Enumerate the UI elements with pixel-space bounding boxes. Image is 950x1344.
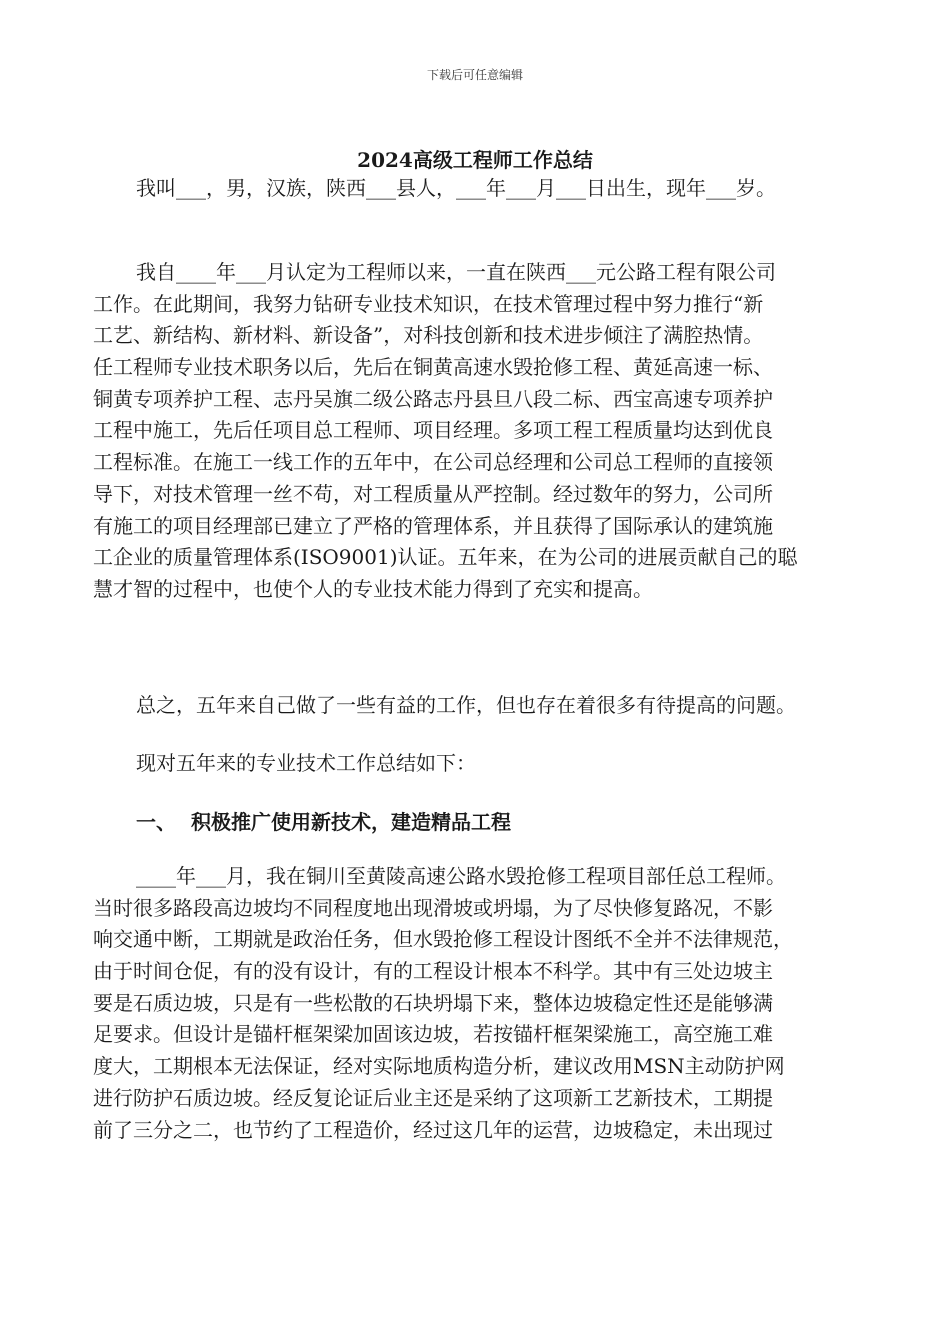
paragraph-line: 度大，工期根本无法保证，经对实际地质构造分析，建议改用MSN主动防护网 [93, 1054, 785, 1079]
paragraph-line: 我自____年___月认定为工程师以来，一直在陕西___元公路工程有限公司 [136, 260, 776, 284]
paragraph-line: 现对五年来的专业技术工作总结如下： [136, 751, 476, 775]
paragraph-line: 工程标准。在施工一线工作的五年中，在公司总经理和公司总工程师的直接领 [93, 450, 773, 475]
paragraph-3 [0, 748, 950, 780]
paragraph-line: 总之，五年来自己做了一些有益的工作，但也存在着很多有待提高的问题。 [136, 693, 796, 717]
section-title: 积极推广使用新技术，建造精品工程 [191, 810, 511, 834]
paragraph-line: 足要求。但设计是锚杆框架梁加固该边坡，若按锚杆框架梁施工，高空施工难 [93, 1022, 773, 1047]
section-heading [136, 806, 511, 835]
paragraph-line: 当时很多路段高边坡均不同程度地出现滑坡或坍塌，为了尽快修复路况，不影 [93, 895, 773, 920]
paragraph-line: 工企业的质量管理体系(ISO9001)认证。五年来，在为公司的进展贡献自己的聪 [93, 545, 798, 570]
header-note: 下载后可任意编辑 [426, 68, 523, 82]
paragraph-line: 工程中施工，先后任项目总工程师、项目经理。多项工程工程质量均达到优良 [93, 418, 773, 443]
document-title: 2024高级工程师工作总结 [357, 148, 593, 172]
paragraph-line: ____年___月，我在铜川至黄陵高速公路水毁抢修工程项目部任总工程师。 [136, 864, 786, 888]
paragraph-line: 有施工的项目经理部已建立了严格的管理体系，并且获得了国际承认的建筑施 [93, 513, 773, 538]
paragraph-line: 前了三分之二，也节约了工程造价，经过这几年的运营，边坡稳定，未出现过 [93, 1117, 773, 1142]
paragraph-4 [0, 861, 950, 1146]
intro-line: 我叫___，男，汉族，陕西___县人，___年___月___日出生，现年___岁。 [136, 176, 776, 200]
intro-paragraph [0, 173, 950, 205]
paragraph-line: 响交通中断，工期就是政治任务，但水毁抢修工程设计图纸不全并不法律规范， [93, 927, 793, 952]
paragraph-2 [0, 690, 950, 722]
paragraph-line: 工作。在此期间，我努力钻研专业技术知识，在技术管理过程中努力推行“新 [93, 291, 764, 316]
paragraph-line: 进行防护石质边坡。经反复论证后业主还是采纳了这项新工艺新技术，工期提 [93, 1085, 773, 1110]
paragraph-line: 要是石质边坡，只是有一些松散的石块坍塌下来，整体边坡稳定性还是能够满 [93, 990, 773, 1015]
paragraph-line: 铜黄专项养护工程、志丹吴旗二级公路志丹县旦八段二标、西宝高速专项养护 [93, 386, 773, 411]
paragraph-line: 任工程师专业技术职务以后，先后在铜黄高速水毁抢修工程、黄延高速一标、 [93, 355, 773, 380]
paragraph-line: 工艺、新结构、新材料、新设备”，对科技创新和技术进步倾注了满腔热情。 [93, 323, 764, 348]
paragraph-1 [0, 257, 950, 606]
section-number: 一、 [136, 810, 176, 834]
paragraph-line: 导下，对技术管理一丝不苟，对工程质量从严控制。经过数年的努力，公司所 [93, 481, 773, 506]
paragraph-line: 慧才智的过程中，也使个人的专业技术能力得到了充实和提高。 [93, 576, 653, 601]
paragraph-line: 由于时间仓促，有的没有设计，有的工程设计根本不科学。其中有三处边坡主 [93, 959, 773, 984]
